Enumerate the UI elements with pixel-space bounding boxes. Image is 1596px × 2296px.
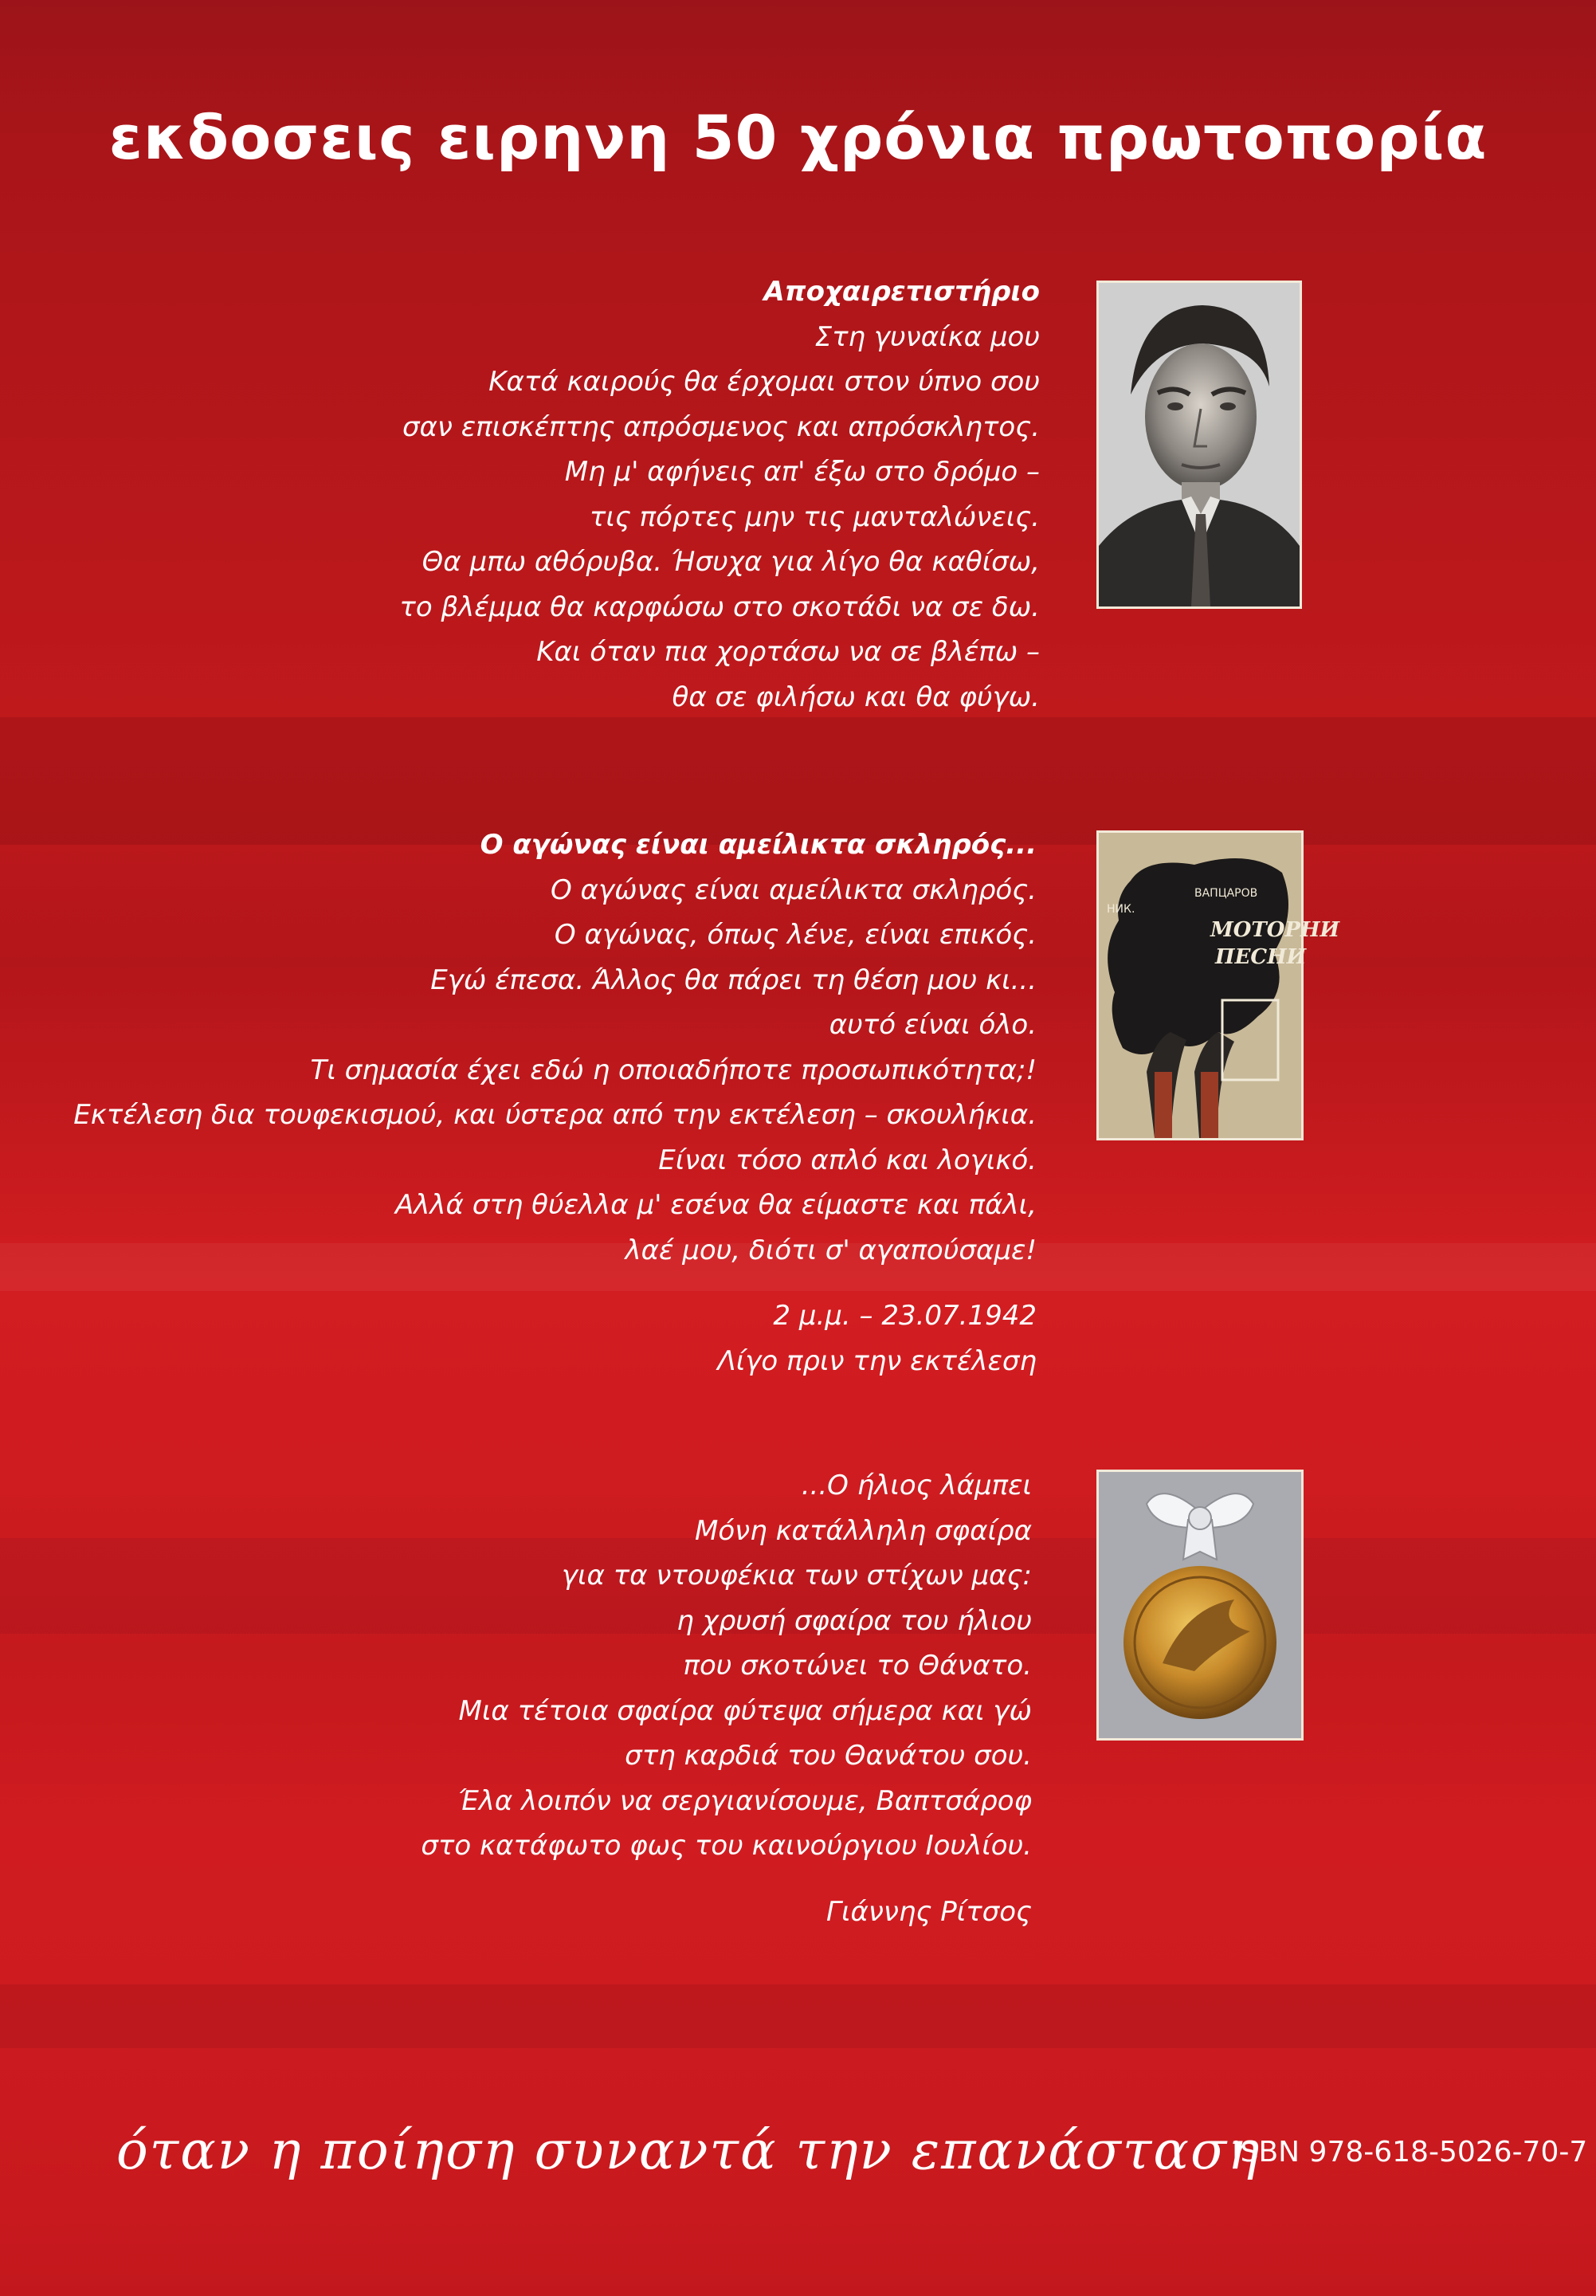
spacer [421,1869,1032,1890]
poem-author: Γιάννης Ρίτσος [826,1895,1032,1928]
book-title-line1: МОТОРНИ [1210,918,1340,942]
poem-title: Αποχαιρετιστήριο [763,276,1040,308]
poem-note: Λίγο πριν την εκτέλεση [717,1344,1037,1377]
poem-line: Ο αγώνας, όπως λένε, είναι επικός. [554,919,1037,951]
book-cover-photo [1096,830,1340,1140]
poem-date: 2 μ.μ. – 23.07.1942 [773,1300,1037,1332]
poem-line: Θα μπω αθόρυβα. Ήσυχα για λίγο θα καθίσω, [422,546,1040,578]
poem-struggle [73,822,1037,1383]
author-portrait-photo [1096,281,1302,609]
poem-line: Κατά καιρούς θα έρχομαι στον ύπνο σου [488,366,1040,398]
poem-line: Ο αγώνας είναι αμείλικτα σκληρός. [550,873,1037,906]
poem-line: η χρυσή σφαίρα του ήλιου [676,1604,1032,1637]
poem-line: λαέ μου, διότι σ' αγαπούσαμε! [625,1234,1037,1266]
isbn-number: ISBN 978-618-5026-70-7 [1232,2136,1588,2168]
spacer [73,1273,1037,1293]
poem-line: στο κατάφωτο φως του καινούργιου Ιουλίου. [421,1830,1032,1862]
poem-line: στη καρδιά του Θανάτου σου. [625,1740,1032,1772]
poem-line: ...Ο ήλιος λάμπει [801,1470,1032,1501]
poem-line: Τι σημασία έχει εδώ η οποιαδήποτε προσωπικότητα;! [310,1054,1037,1086]
book-author-abbr: НИК. [1107,903,1135,916]
poem-sun [421,1463,1032,1934]
poem-line: αυτό είναι όλο. [829,1009,1037,1041]
poem-line: που σκοτώνει το Θάνατο. [683,1650,1032,1682]
poem-line: θα σε φιλήσω και θα φύγω. [672,681,1040,713]
poem-line: το βλέμμα θα καρφώσω στο σκοτάδι να σε δω. [399,591,1040,623]
poem-line: Μόνη κατάλληλη σφαίρα [695,1514,1032,1547]
poem-line: Και όταν πια χορτάσω να σε βλέπω – [536,636,1040,668]
poem-line: Εκτέλεση δια τουφεκισμού, και ύστερα από την εκτέλεση – σκουλήκια. [73,1099,1037,1131]
book-author-surname: ВАПЦАРОВ [1194,887,1258,900]
poem-line: Έλα λοιπόν να σεργιανίσουμε, Βαπτσάροφ [457,1784,1032,1817]
texture-band [0,1984,1596,2048]
poem-line: τις πόρτες μην τις μανταλώνεις. [589,500,1040,533]
poem-title: Ο αγώνας είναι αμείλικτα σκληρός... [480,829,1037,861]
poem-line: για τα ντουφέκια των στίχων μας: [561,1560,1032,1592]
poem-line: Μη μ' αφήνεις απ' έξω στο δρόμο – [564,456,1040,488]
poem-line: Είναι τόσο απλό και λογικό. [658,1144,1037,1176]
poem-line: Αλλά στη θύελλα μ' εσένα θα είμαστε και πάλι, [395,1189,1037,1221]
poem-line: Μια τέτοια σφαίρα φύτεψα σήμερα και γώ [458,1694,1032,1727]
book-title-line2: ПЕСНИ [1215,945,1307,969]
poem-line: σαν επισκέπτης απρόσμενος και απρόσκλητος. [402,410,1040,443]
poem-farewell [399,269,1040,720]
medal-photo [1096,1470,1304,1741]
poem-line: Στη γυναίκα μου [814,320,1040,353]
publisher-header: εκδοσεις ειρηνη 50 χρόνια πρωτοπορία [108,102,1488,173]
tagline: όταν η ποίηση συναντά την επανάσταση [116,2120,1261,2181]
poem-line: Εγώ έπεσα. Άλλος θα πάρει τη θέση μου κι... [430,964,1037,996]
